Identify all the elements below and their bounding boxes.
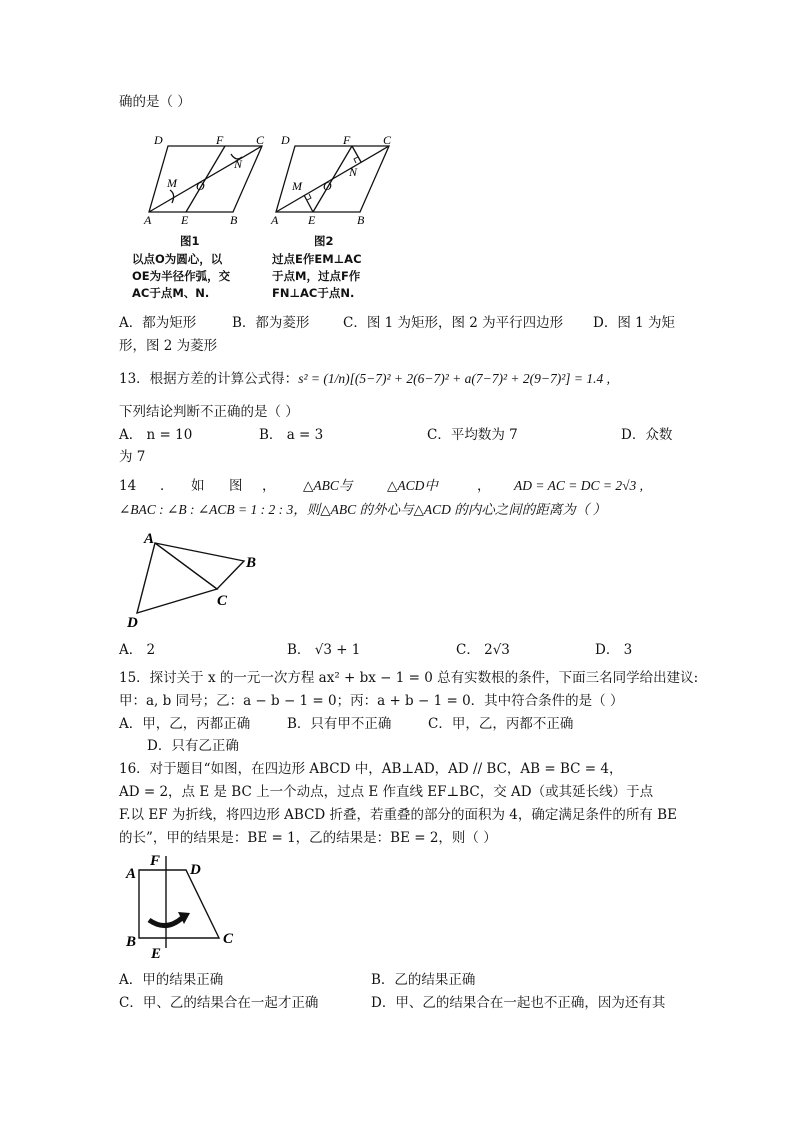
- figure-1-diagram: [138, 130, 278, 226]
- q16-line-4: 的长”，甲的结果是：BE = 1，乙的结果是：BE = 2，则（ ）: [119, 830, 497, 846]
- q15-conditions: 甲：a, b 同号；乙：a − b − 1 = 0；丙：a + b − 1 = 0．其中符合条件的是（ ）: [119, 693, 624, 709]
- q14-comma-1: ，: [262, 478, 276, 494]
- q12-option-d-cont: 形，图 2 为菱形: [119, 338, 218, 354]
- q14-comma-2: ，: [477, 478, 491, 494]
- label-a: A: [271, 213, 279, 226]
- label-o: O: [196, 179, 205, 193]
- q15-option-b: B．只有甲不正确: [287, 716, 392, 732]
- label-m: M: [167, 176, 177, 190]
- label-d: D: [190, 862, 201, 878]
- figure-2-title: 图2: [314, 234, 334, 248]
- q14-triangle-acd: △ACD中: [387, 478, 438, 493]
- label-b: B: [246, 555, 257, 571]
- q13-prefix: 13．根据方差的计算公式得：: [119, 371, 299, 387]
- q14-triangle-abc: △ABC与: [303, 478, 353, 493]
- q14-dot: ．: [160, 478, 174, 494]
- label-m: M: [292, 179, 302, 193]
- label-e: E: [308, 213, 316, 226]
- label-b: B: [126, 934, 137, 950]
- q14-option-c: C． 2√3: [456, 642, 510, 658]
- label-b: B: [230, 213, 238, 226]
- q13-option-d: D．众数: [621, 427, 673, 443]
- line-ef: [186, 146, 225, 212]
- label-o: O: [323, 179, 332, 193]
- figure-2-caption-2: 于点M，过点F作: [272, 269, 361, 283]
- perpendicular-fn: [352, 146, 361, 162]
- label-c: C: [217, 593, 228, 609]
- q14-number: 14: [119, 478, 137, 494]
- label-f: F: [150, 853, 161, 869]
- figure-2-caption-1: 过点E作EM⊥AC: [272, 252, 362, 266]
- q14-question: ∠BAC : ∠B : ∠ACB = 1 : 2 : 3，则△ABC 的外心与△ACD 的内心之间的距离为（ ）: [119, 502, 607, 517]
- label-d: D: [281, 133, 290, 147]
- q13-question: 下列结论判断不正确的是（ ）: [119, 404, 299, 420]
- figure-1-caption-2: OE为半径作弧，交: [132, 269, 231, 283]
- q12-option-d: D．图 1 为矩: [593, 315, 675, 331]
- q16-line-3: F.以 EF 为折线，将四边形 ABCD 折叠，若重叠的部分的面积为 4，确定满足条件的所有 BE: [119, 807, 677, 823]
- label-a: A: [144, 213, 152, 226]
- label-n: N: [234, 157, 243, 171]
- label-b: B: [357, 213, 365, 226]
- q13-option-a: A． n = 10: [119, 427, 193, 443]
- q14-option-a: A． 2: [119, 642, 156, 658]
- triangle-abc: [155, 543, 244, 589]
- q13-formula: s² = (1/n)[(5−7)² + 2(6−7)² + a(7−7)² + 2(9−7)²] = 1.4 ,: [298, 371, 611, 386]
- figure-1-caption-3: AC于点M、N.: [132, 286, 210, 300]
- right-angle-m: [307, 194, 311, 200]
- arc-m: [170, 190, 174, 203]
- q14-diagram: [125, 530, 265, 630]
- figure-2-caption-3: FN⊥AC于点N.: [272, 286, 355, 300]
- q12-option-b: B．都为菱形: [232, 315, 310, 331]
- label-d: D: [127, 615, 138, 630]
- q15-stem: 15．探讨关于 x 的一元一次方程 ax² + bx − 1 = 0 总有实数根的条件，下面三名同学给出建议:: [119, 670, 699, 686]
- label-f: F: [343, 133, 351, 147]
- q14-option-d: D． 3: [595, 642, 633, 658]
- perpendicular-em: [304, 195, 313, 212]
- quadrilateral-abcd: [139, 870, 219, 938]
- q15-option-a: A．甲，乙，丙都正确: [119, 716, 251, 732]
- q16-option-a: A．甲的结果正确: [119, 972, 224, 988]
- q16-diagram: [122, 850, 242, 962]
- q16-option-d: D．甲、乙的结果合在一起也不正确，因为还有其: [371, 995, 666, 1011]
- figure-2-diagram: [265, 130, 405, 226]
- q16-option-c: C．甲、乙的结果合在一起才正确: [119, 995, 319, 1011]
- q14-word-2: 图: [229, 478, 243, 494]
- q12-option-c: C．图 1 为矩形，图 2 为平行四边形: [343, 315, 564, 331]
- figure-1-caption-1: 以点O为圆心，以: [132, 252, 223, 266]
- q13-option-b: B． a = 3: [259, 427, 324, 443]
- question-intro: 确的是（ ）: [119, 94, 191, 110]
- label-e: E: [181, 213, 189, 226]
- label-n: N: [349, 165, 358, 179]
- right-angle-n: [354, 157, 358, 163]
- q15-option-d: D．只有乙正确: [147, 738, 239, 754]
- label-f: F: [216, 133, 224, 147]
- q14-word-1: 如: [191, 478, 205, 494]
- label-c: C: [383, 133, 392, 147]
- q16-line-2: AD = 2，点 E 是 BC 上一个动点，过点 E 作直线 EF⊥BC，交 AD（或其延长线）于点: [119, 784, 654, 800]
- figure-1-title: 图1: [180, 234, 200, 248]
- label-c: C: [223, 931, 234, 947]
- q13-option-d-cont: 为 7: [119, 449, 146, 465]
- q15-option-c: C．甲，乙，丙都不正确: [428, 716, 574, 732]
- label-d: D: [154, 133, 163, 147]
- q13-option-c: C．平均数为 7: [427, 427, 518, 443]
- label-c: C: [256, 133, 265, 147]
- label-a: A: [126, 866, 137, 882]
- q14-equality: AD = AC = DC = 2√3 ,: [514, 478, 643, 493]
- label-a: A: [144, 531, 155, 547]
- q16-line-1: 16．对于题目“如图，在四边形 ABCD 中，AB⊥AD，AD // BC，AB = BC = 4，: [119, 761, 623, 777]
- q13-stem: [119, 370, 610, 388]
- q14-option-b: B． √3 + 1: [287, 642, 361, 658]
- q16-option-b: B．乙的结果正确: [371, 972, 476, 988]
- q12-option-a: A．都为矩形: [119, 315, 197, 331]
- label-e: E: [151, 946, 162, 962]
